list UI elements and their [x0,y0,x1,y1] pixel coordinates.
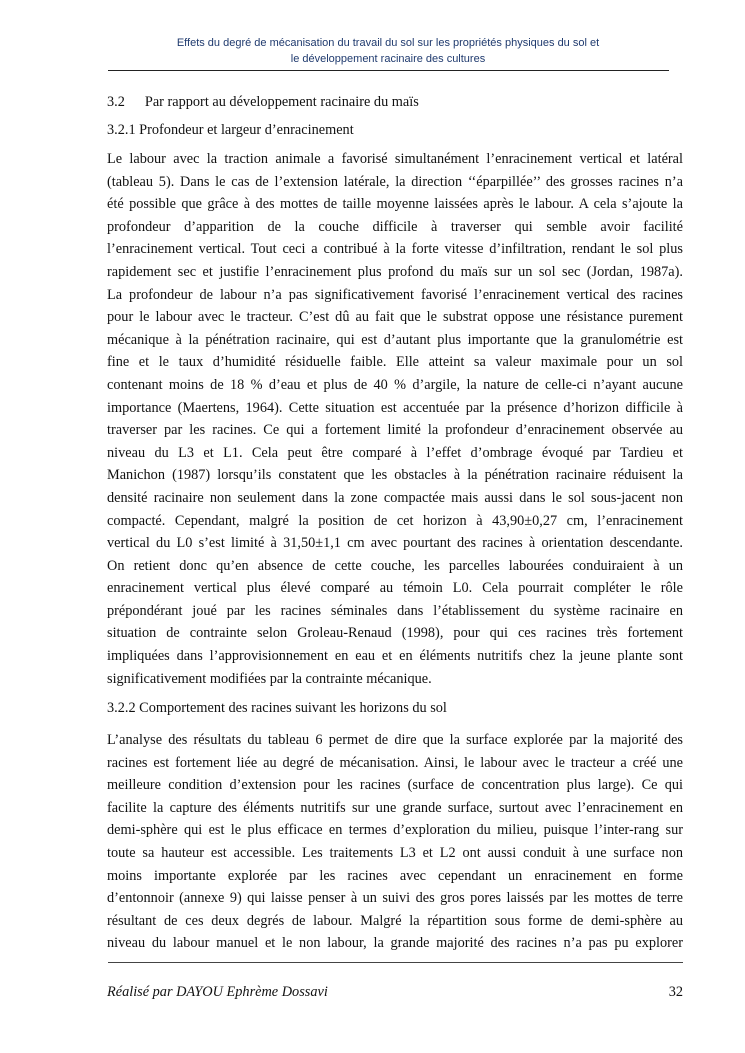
page-number: 32 [668,984,683,1000]
section-heading [107,94,419,111]
text-line: l’enracinement vertical. Tout ceci a contribué à la forte vitesse d’infiltration, rendant le sol plus [107,241,683,258]
text-line: niveau du L3 et L1. Cela peut être comparé à l’effet d’ombrage évoqué par Tardieu et [107,444,683,461]
text-line: racines est fortement liée au degré de mécanisation. Ainsi, le labour avec le tracteur a créé une [107,754,683,771]
subsection-number: 3.2.2 [107,700,136,716]
text-line: importance (Maertens, 1964). Cette situation est accentuée par la présence d’horizon difficile à [107,399,683,416]
text-line: pour le labour avec le tracteur. C’est dû au fait que le substrat oppose une résistance purement [107,309,683,326]
text-line: moins importante explorée par les racines avec cependant un enracinement en forme [107,867,683,884]
text-line: La profondeur de labour n’a pas significativement favorisé l’enracinement vertical des racines [107,286,683,303]
text-line: impliquées dans l’approvisionnement en eau et en éléments nutritifs chez la jeune plante sont [107,648,683,665]
text-line: compacté. Cependant, malgré la position de cet horizon à 43,90±0,27 cm, l’enracinement [107,512,683,529]
text-line: facilite la capture des éléments nutritifs sur une grande surface, surtout avec l’enracinement en [107,799,683,816]
text-line: significativement modifiées par la contrainte mécanique. [107,670,432,687]
subsection-heading-1 [107,122,354,139]
subsection-title: Profondeur et largeur d’enracinement [139,122,354,138]
subsection-title: Comportement des racines suivant les horizons du sol [139,700,447,716]
header-line-1: Effets du degré de mécanisation du travail du sol sur les propriétés physiques du sol et [176,37,600,49]
subsection-heading-2 [107,700,447,717]
footer-divider [108,962,683,963]
text-line: d’entonnoir (annexe 9) qui laisse penser à un suivi des gros pores laissés par les mottes de terre [107,890,683,907]
text-line: (tableau 5). Dans le cas de l’extension latérale, la direction ‘‘éparpillée’’ des grosses racines n’a [107,173,683,190]
section-title: Par rapport au développement racinaire du maïs [144,94,419,110]
subsection-number: 3.2.1 [107,122,136,138]
text-line: prépondérant joué par les racines séminales dans l’établissement du système racinaire en [107,602,683,619]
paragraph-1 [107,148,683,690]
text-line: On retient donc qu’en absence de cette couche, les parcelles labourées conduiraient à un [107,557,683,574]
text-line: contenant moins de 18 % d’eau et plus de 40 % d’argile, la nature de celle-ci n’ayant aucune [107,376,683,393]
text-line: niveau du labour manuel et le non labour, la grande majorité des racines n’a pas pu explorer [107,935,683,952]
text-line: résultant de ces deux degrés de labour. Malgré la répartition sous forme de demi-sphère au [107,912,683,929]
text-line: fine et le taux d’humidité résiduelle faible. Elle atteint sa valeur maximale pour un sol [107,354,683,371]
text-line: vertical du L0 s’est limité à 31,50±1,1 cm avec pourtant des racines à orientation descendante. [107,535,683,552]
text-line: enracinement vertical plus élevé comparé au témoin L0. Cela pourrait compléter le rôle [107,580,683,597]
section-number: 3.2 [107,94,125,110]
text-line: demi-sphère qui est le plus efficace en termes d’exploration du milieu, puisque l’inter-rang sur [107,822,683,839]
text-line: profondeur d’apparition de la couche difficile à traverser qui semble avoir facilité [107,218,683,235]
text-line: Manichon (1987) lorsqu’ils constatent que les obstacles à la pénétration racinaire réduisent la [107,467,683,484]
text-line: densité racinaire non seulement dans la zone compactée mais aussi dans le sol sous-jacent non [107,489,683,506]
header-divider [108,70,669,71]
text-line: traverser par les racines. Ce qui a fortement limité la profondeur d’enracinement observée au [107,422,683,439]
text-line: rapidement sec et justifie l’enracinement plus profond du maïs sur un sol sec (Jordan, 1987a). [107,263,683,280]
text-line: L’analyse des résultats du tableau 6 permet de dire que la surface explorée par la majorité des [107,732,683,748]
header-line-2: le développement racinaire des cultures [290,53,486,65]
text-line: situation de contrainte selon Groleau-Renaud (1998), pour qui ces racines très fortement [107,625,683,642]
text-line: toute sa hauteur est accessible. Les traitements L3 et L2 ont aussi conduit à une surface non [107,844,683,861]
text-line: meilleure condition d’extension pour les racines (surface de concentration plus large). Ce qui [107,777,683,794]
footer-author: Réalisé par DAYOU Ephrème Dossavi [107,984,328,1000]
paragraph-2 [107,729,683,955]
running-header [108,35,668,67]
text-line: mécanique à la pénétration racinaire, qui est d’autant plus importante que la granulométrie est [107,331,683,348]
text-line: Le labour avec la traction animale a favorisé simultanément l’enracinement vertical et latéral [107,151,683,167]
text-line: été possible que grâce à des mottes de taille moyenne laissées après le labour. A cela s’ajoute la [107,196,683,213]
